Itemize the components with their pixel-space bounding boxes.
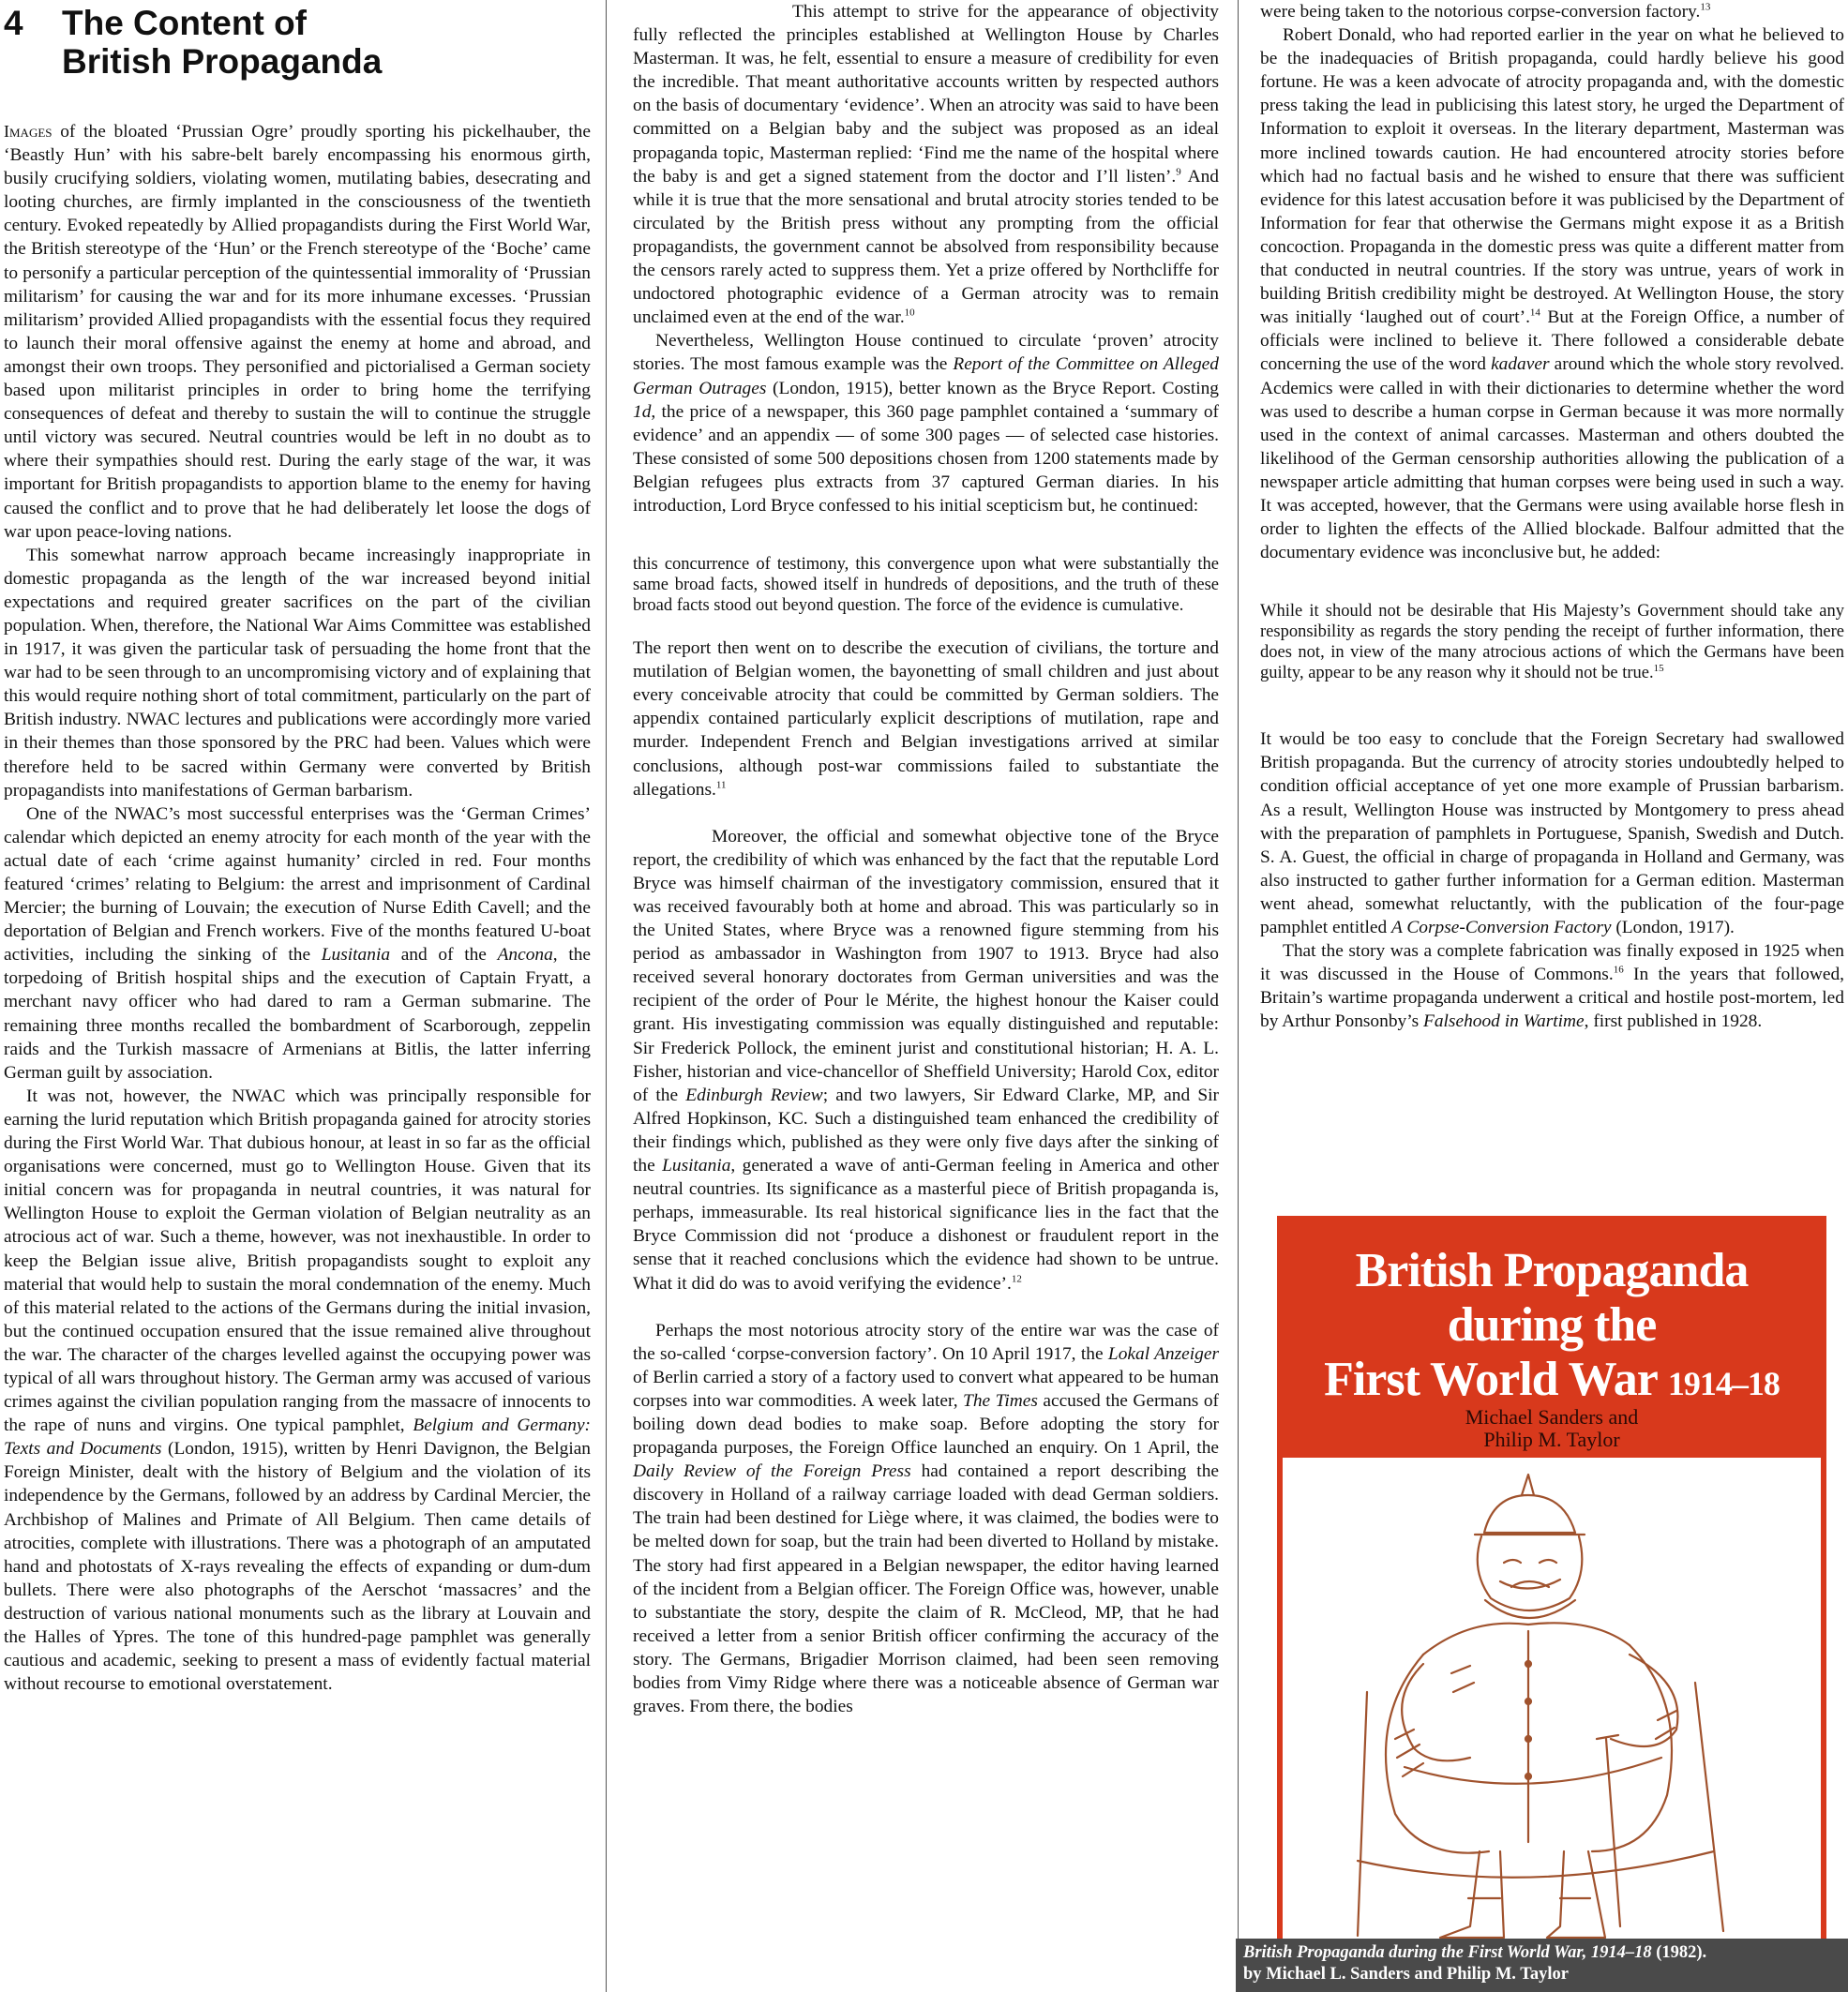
footnote-ref: 14 xyxy=(1529,307,1540,319)
footnote-ref: 15 xyxy=(1653,663,1664,675)
chapter-title: The Content of British Propaganda xyxy=(62,4,383,81)
caption-authors: by Michael L. Sanders and Philip M. Taylor xyxy=(1243,1965,1569,1984)
cover-years: 1914–18 xyxy=(1667,1365,1780,1402)
footnote-ref: 16 xyxy=(1613,964,1624,976)
paragraph: This somewhat narrow approach became increasingly inappropriate in domestic propaganda as the length of the war increased beyond initial expectations and required greater sacrifices on the part of the civilian population. When, therefore, the National War Aims Committee was established in 1917, it was given the particular task of persuading the home front that the war had to be seen through to an uncompromising victory and of explaining that this would require nothing short of total commitment, particularly on the part of British industry. NWAC lectures and publications were accordingly more varied in their themes than those sponsored by the PRC had been. Values which were therefore held to be sacred within Germany were converted by British propagandists into manifestations of German barbarism. xyxy=(4,545,591,801)
paragraph: That the story was a complete fabrication was finally exposed in 1925 when it was discussed in the House of Commons.$^{16}$ In the years that followed, Britain’s wartime propaganda underwent a critical and hostile post-mortem, led by Arthur Ponsonby’s Falsehood in Wartime, first published in 1928. xyxy=(1260,941,1844,1032)
caption-year: (1982). xyxy=(1651,1943,1707,1962)
paragraph: Robert Donald, who had reported earlier in the year on what he believed to be the inadequacies of British propaganda, could hardly believe his good fortune. He was a keen advocate of atrocity propaganda and, with the domestic press taking the lead in publicising this latest story, he urged the Department of Information to exploit it overseas. In the literary department, Masterman was more inclined towards caution. He had encountered atrocity stories before which had no factual basis and he wished to ensure that there was sufficient evidence for this latest accusation before it was publicised by the Department of Information for fear that otherwise the Germans might expose it as a British concoction. Propaganda in the domestic press was quite a different matter from that conducted in neutral countries. If the story was untrue, years of work in building British credibility might be destroyed. At Wellington House, the story was initially ‘laughed out of court’.$^{14}$ But at the Foreign Office, a number of officials were inclined to believe it. There followed a considerable debate concerning the use of the word kadaver around which the whole story revolved. Acdemics were called in with their dictionaries to determine whether the word was used to describe a human corpse in German because it was more normally used in the context of animal carcasses. Masterman and others doubted the likelihood of the German censorship authorities allowing the publication of a newspaper article admitting that human corpses were being used in such a way. It was accepted, however, that the Germans were using available horse flesh in order to lighten the effects of the Allied blockade. Balfour admitted that the documentary evidence was inconclusive but, he added: xyxy=(1260,25,1844,563)
footnote-ref: 9 xyxy=(1176,166,1181,178)
cover-title: British Propaganda during the First World War 1914–18 xyxy=(1324,1244,1780,1406)
footnote-ref: 10 xyxy=(904,307,915,319)
lead-in-word: Images xyxy=(4,122,53,141)
chapter-number: 4 xyxy=(4,4,23,42)
footnote-ref: 12 xyxy=(1011,1273,1022,1285)
paragraph: Moreover, the official and somewhat objective tone of the Bryce report, the credibility of which was enhanced by the fact that the reputable Lord Bryce was himself chairman of the investigatory commission, ensured that it was received favourably both at home and abroad. This was particularly so in the United States, where Bryce was a renowned figure stemming from his period as ambassador in Washington from 1907 to 1913. Bryce had also received several honorary doctorates from German universities and was the recipient of the order of Pour le Mérite, the highest honour the Kaiser could grant. His investigating commission was equally distinguished and reputable: Sir Frederick Pollock, the eminent jurist and constitutional historian; H. A. L. Fisher, historian and vice-chancellor of Sheffield University; Harold Cox, editor of the Edinburgh Review; and two lawyers, Sir Edward Clarke, MP, and Sir Alfred Hopkinson, KC. Such a distinguished team enhanced the credibility of their findings which, published as they were only five days after the sinking of the Lusitania, generated a wave of anti-German feeling in America and other neutral countries. Its significance as a masterful piece of British propaganda is, perhaps, immeasurable. Its real historical significance lies in the fact that the Bryce Commission did not ‘produce a dishonest or fraudulent report in the sense that it reached conclusions which the evidence had shown to be untrue. What it did do was to avoid verifying the evidence’.$^{12}$ xyxy=(633,826,1219,1294)
paragraph: It would be too easy to conclude that the Foreign Secretary had swallowed British propaganda. But the currency of atrocity stories undoubtedly helped to condition official acceptance of yet one more example of Prussian barbarism. As a result, Wellington House was instructed by Montgomery to press ahead with the preparation of pamphlets in Portuguese, Spanish, Swedish and Dutch. S. A. Guest, the official in charge of propaganda in Holland and Germany, was also instructed to gather further information for a German edition. Masterman went ahead, somewhat reluctantly, with the publication of the four-page pamphlet entitled A Corpse-Conversion Factory (London, 1917). xyxy=(1260,729,1844,937)
footnote-ref: 13 xyxy=(1700,1,1711,13)
chapter-heading xyxy=(4,4,591,81)
caption-title: British Propaganda during the First World War, 1914–18 xyxy=(1243,1943,1652,1962)
column-divider xyxy=(606,0,607,1992)
text-column-2 xyxy=(618,0,1226,1992)
block-quote: While it should not be desirable that His Majesty’s Government should take any responsibility as regards the story pending the receipt of further information, there does not, in view of the many atrocious actions of which the Germans have been guilty, appear to be any reason why it should not be true.$^{15}$ xyxy=(1260,602,1844,683)
cover-illustration xyxy=(1283,1458,1821,1955)
block-quote: this concurrence of testimony, this convergence upon what were substantially the same broad facts, showed itself in hundreds of depositions, and the truth of these broad facts stood out beyond question. The force of the evidence is cumulative. xyxy=(633,555,1219,616)
cover-authors: Michael Sanders and Philip M. Taylor xyxy=(1465,1405,1639,1451)
book-cover-image xyxy=(1256,1216,1843,1988)
paragraph: Perhaps the most notorious atrocity story of the entire war was the case of the so-called ‘corpse-conversion factory’. On 10 April 1917, the Lokal Anzeiger of Berlin carried a story of a factory used to convert what appeared to be human corpses into war commodities. A week later, The Times accused the Germans of boiling down dead bodies to make soap. Before adopting the story for propaganda purposes, the Foreign Office launched an enquiry. On 1 April, the Daily Review of the Foreign Press had contained a report describing the discovery in Holland of a railway carriage loaded with dead German soldiers. The train had been destined for Liège where, it was claimed, the bodies were to be melted down for soap, but the train had been diverted to Holland by mistake. The story had first appeared in a Belgian newspaper, the editor having learned of the incident from a Belgian officer. The Foreign Office was, however, unable to substantiate the story, despite the claim of R. McCleod, MP, that he had received a letter from a senior British officer confirming the accuracy of the story. The Germans, Brigadier Morrison claimed, had been seen removing bodies from Vimy Ridge where there was a noticeable absence of German war graves. From there, the bodies xyxy=(633,1320,1220,1717)
footnote-ref: 11 xyxy=(715,779,727,791)
column-divider xyxy=(1238,0,1239,1992)
paragraph: were being taken to the notorious corpse-conversion factory.$^{13}$ xyxy=(1260,1,1711,22)
paragraph: One of the NWAC’s most successful enterprises was the ‘German Crimes’ calendar which depicted an enemy atrocity for each month of the year with the actual date of each ‘crime against humanity’ circled in red. Four months featured ‘crimes’ relating to Belgium: the arrest and imprisonment of Cardinal Mercier; the burning of Louvain; the execution of Nurse Edith Cavell; and the deportation of Belgian and French workers. Five of the months featured U-boat activities, including the sinking of the Lusitania and of the Ancona, the torpedoing of British hospital ships and the execution of Captain Fryatt, a merchant navy officer who had dared to ram a German submarine. The remaining three months recalled the bombardment of Scarborough, zeppelin raids and the Turkish massacre of Armenians at Bitlis, the latter inferring German guilt by association. xyxy=(4,803,592,1083)
paragraph: Nevertheless, Wellington House continued to circulate ‘proven’ atrocity stories. The most famous example was the Report of the Committee on Alleged German Outrages (London, 1915), better known as the Bryce Report. Costing 1d, the price of a newspaper, this 360 page pamphlet contained a ‘summary of evidence’ and an appendix — of some 300 pages — of selected case histories. These consisted of some 500 depositions chosen from 1200 statements made by Belgian refugees plus extracts from 37 captured German diaries. In his introduction, Lord Bryce confessed to his initial scepticism but, he continued: xyxy=(633,331,1220,516)
paragraph: This attempt to strive for the appearance of objectivity fully reflected the principles established at Wellington House by Charles Masterman. It was, he felt, essential to ensure a measure of credibility for even the incredible. That meant authoritative accounts written by respected authors on the basis of documentary ‘evidence’. When an atrocity was said to have been committed on a Belgian baby and the subject was proposed as an ideal propaganda topic, Masterman replied: ‘Find me the name of the hospital where the baby is and get a signed statement from the doctor and I’ll listen’.$^9$ And while it is true that the more sensational and brutal atrocity stories tended to be circulated by the British press without any prompting from the official propagandists, the government cannot be absolved from responsibility because the censors rarely acted to suppress them. Yet a prize offered by Northcliffe for undoctored photographic evidence of a German atrocity was to remain unclaimed even at the end of the war.$^{10}$ xyxy=(633,2,1220,328)
book-cover xyxy=(1277,1216,1826,1973)
figure-caption xyxy=(1236,1939,1848,1992)
paragraph: The report then went on to describe the execution of civilians, the torture and mutilation of Belgian women, the bayonetting of small children and just about every conceivable atrocity that could be committed by German soldiers. The appendix contained particularly explicit descriptions of mutilation, rape and murder. Independent French and Belgian investigations arrived at similar conclusions, although post-war commissions failed to substantiate the allegations.$^{11}$ xyxy=(633,638,1219,800)
paragraph: It was not, however, the NWAC which was principally responsible for earning the lurid reputation which British propaganda gained for atrocity stories during the First World War. That dubious honour, at least in so far as the official organisations were concerned, must go to Wellington House. Given that its initial concern was for propaganda in neutral countries, it was natural for Wellington House to exploit the German violation of Belgian neutrality as an atrocious act of war. Such a theme, however, was not inexhaustible. In order to keep the Belgian issue alive, British propagandists sought to exploit any material that would help to sustain the moral condemnation of the enemy. Much of this material related to the actions of the Germans during the initial invasion, but the continued occupation ensured that the issue remained alive throughout the war. The character of the charges levelled against the occupying power was typical of all wars throughout history. The German army was accused of various crimes against the civilian population ranging from the massacre of innocents to the rape of nuns and virgins. One typical pamphlet, Belgium and Germany: Texts and Documents (London, 1915), written by Henri Davignon, the Belgian Foreign Minister, dealt with the history of Belgium and the violation of its independence by the Germans, followed by an address by Cardinal Mercier, the Archbishop of Malines and Primate of All Belgium. Then came details of atrocities, complete with illustrations. There was a photograph of an amputated hand and photostats of X-rays revealing the effects of expanding or dum-dum bullets. There were also photographs of the Aerschot ‘massacres’ and the destruction of various national monuments such as the library at Louvain and the Halles of Ypres. The tone of this hundred-page pamphlet was generally cautious and academic, seeking to present a mass of evidently factual material without recourse to emotional overstatement. xyxy=(4,1086,592,1695)
caricature-sketch xyxy=(1283,1458,1821,1955)
paragraph: Images of the bloated ‘Prussian Ogre’ proudly sporting his pickelhauber, the ‘Beastly Hun’ with his sabre-belt barely encompassing his enormous girth, busily crucifying soldiers, violating women, mutilating babies, desecrating and looting churches, are firmly implanted in the consciousness of the twentieth century. Evoked repeatedly by Allied propagandists during the First World War, the British stereotype of the ‘Hun’ or the French stereotype of the ‘Boche’ came to personify a particular perception of the quintessential immorality of ‘Prussian militarism’ for causing the war and for its more inhumane excesses. ‘Prussian militarism’ provided Allied propagandists with the essential focus they required to launch their moral offensive against the enemy at home and abroad, and amongst their own troops. They personified and pictorialised a German society based upon militarist principles in order to bring home the terrifying consequences of defeat and thereby to sustain the will to continue the struggle until victory was secured. Neutral countries would be left in no doubt as to where their sympathies should rest. During the early stage of the war, it was important for British propagandists to apportion blame to the enemy for having caused the conflict and to prove that he had deliberately let loose the dogs of war upon peace-loving nations. xyxy=(4,122,591,542)
text-column-1 xyxy=(0,0,594,1992)
